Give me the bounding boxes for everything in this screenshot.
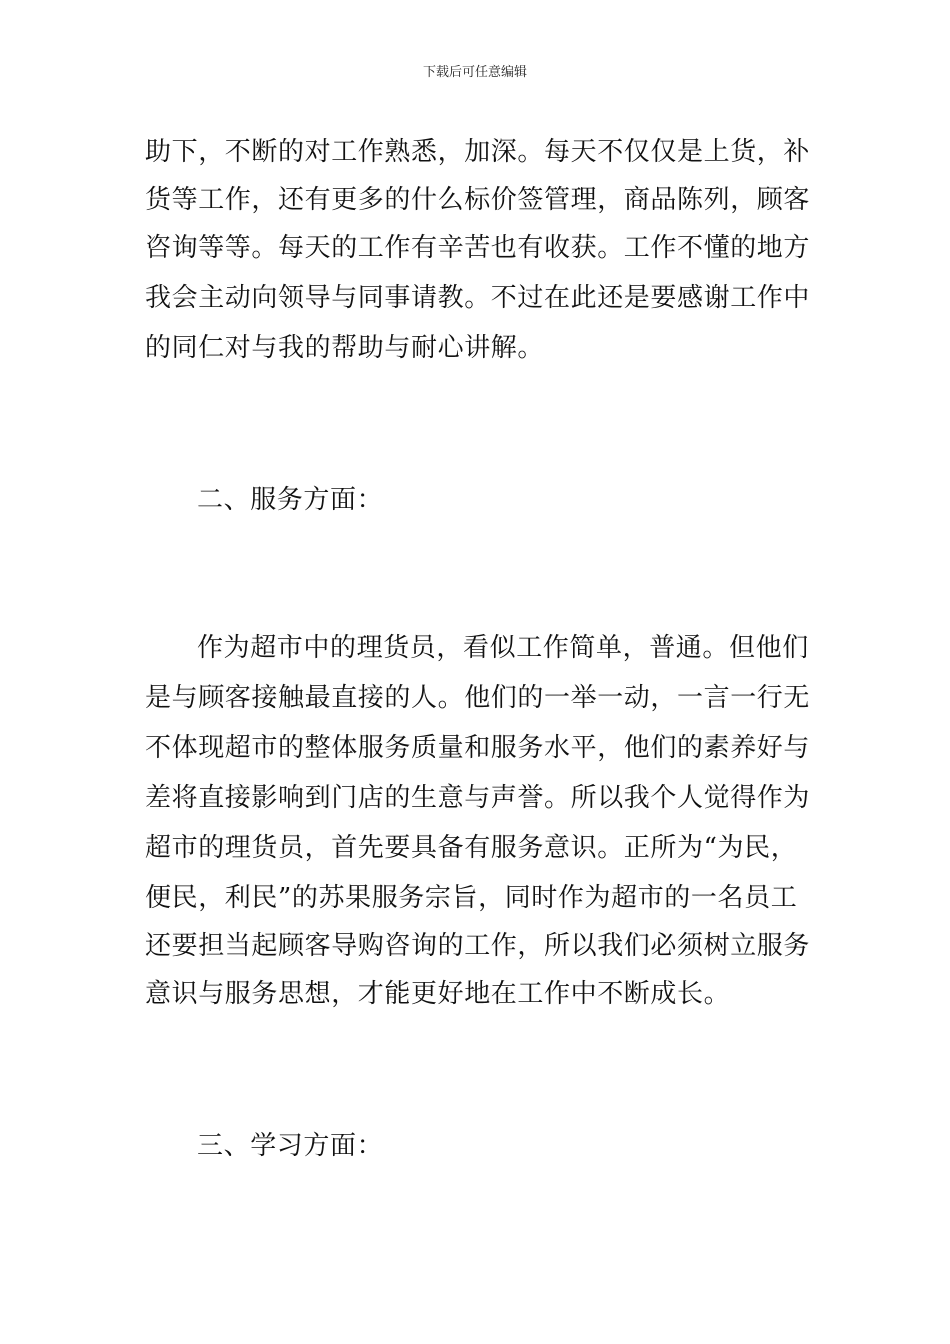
section-heading-study: 三、学习方面： [197, 1131, 384, 1161]
text-line: 货等工作，还有更多的什么标价签管理，商品陈列，顾客 [145, 185, 811, 215]
text-line: 作为超市中的理货员，看似工作简单，普通。但他们 [197, 633, 809, 663]
text-line: 差将直接影响到门店的生意与声誉。所以我个人觉得作为 [145, 783, 811, 813]
text-line: 助下，不断的对工作熟悉，加深。每天不仅仅是上货，补 [145, 137, 811, 167]
text-line: 超市的理货员，首先要具备有服务意识。正所为“为民， [145, 833, 798, 863]
section-heading-service: 二、服务方面： [197, 485, 384, 515]
text-line: 我会主动向领导与同事请教。不过在此还是要感谢工作中 [145, 283, 811, 313]
page-header: 下载后可任意编辑 [422, 65, 527, 80]
text-line: 意识与服务思想，才能更好地在工作中不断成长。 [145, 979, 731, 1009]
text-line: 便民，利民”的苏果服务宗旨，同时作为超市的一名员工 [145, 883, 798, 913]
text-line: 的同仁对与我的帮助与耐心讲解。 [145, 333, 545, 363]
text-line: 还要担当起顾客导购咨询的工作，所以我们必须树立服务 [145, 931, 811, 961]
text-line: 是与顾客接触最直接的人。他们的一举一动，一言一行无 [145, 683, 811, 713]
text-line: 不体现超市的整体服务质量和服务水平，他们的素养好与 [145, 733, 811, 763]
text-line: 咨询等等。每天的工作有辛苦也有收获。工作不懂的地方 [145, 233, 811, 263]
